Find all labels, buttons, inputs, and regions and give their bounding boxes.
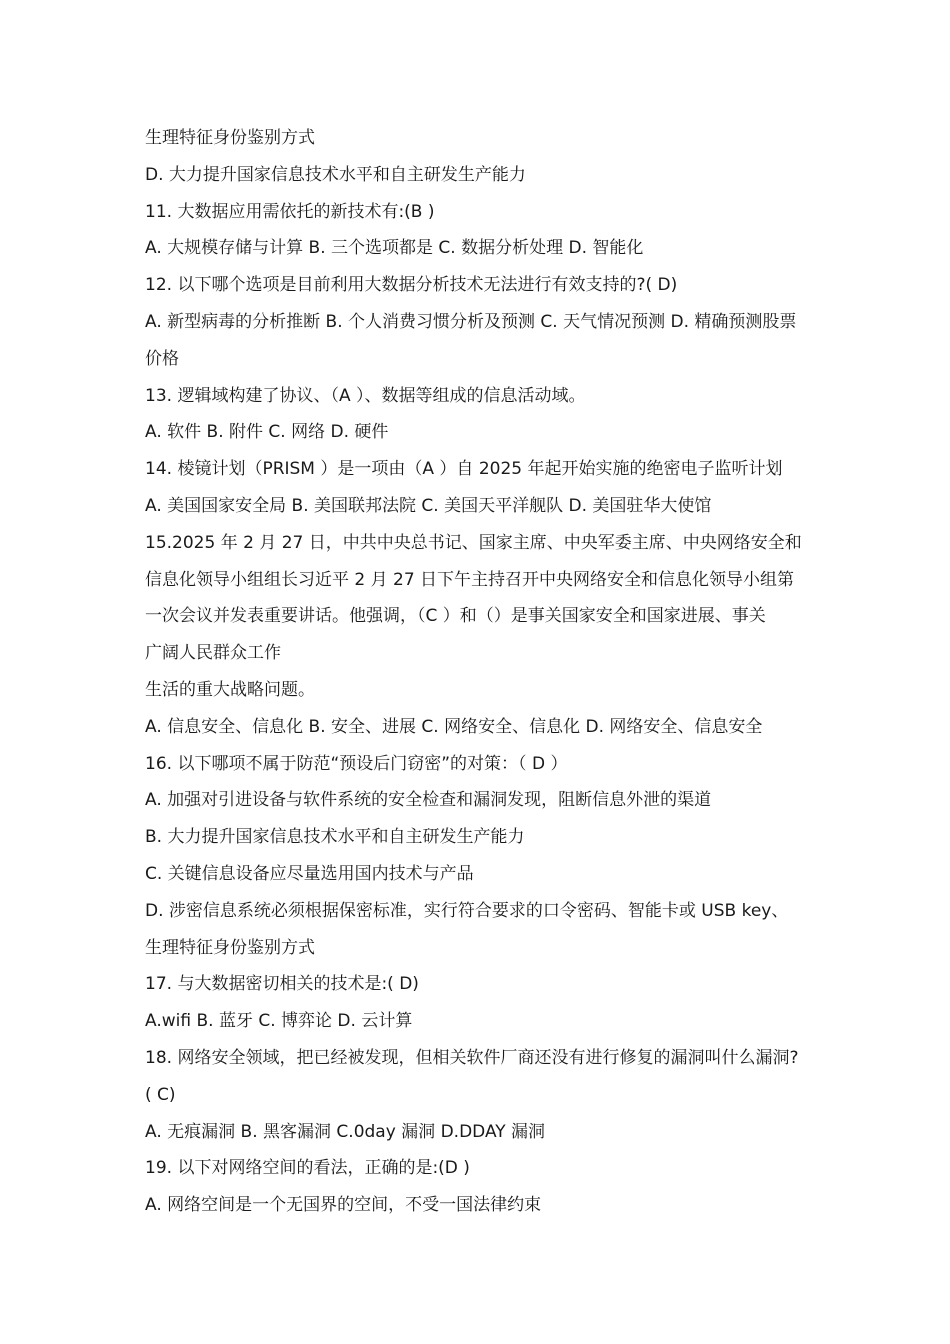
options-line: 生理特征身份鉴别方式: [145, 937, 315, 958]
text-line: D. 大力提升国家信息技术水平和自主研发生产能力: [145, 164, 526, 185]
question-line: ( C): [145, 1084, 176, 1105]
question-line: 信息化领导小组组长习近平 2 月 27 日下午主持召开中央网络安全和信息化领导小组第: [145, 569, 795, 590]
question-line: 16. 以下哪项不属于防范“预设后门窃密”的对策：（ D ）: [145, 753, 568, 774]
options-line: D. 涉密信息系统必须根据保密标准，实行符合要求的口令密码、智能卡或 USB key、: [145, 900, 789, 921]
question-line: 13. 逻辑域构建了协议、（A ）、数据等组成的信息活动域。: [145, 385, 586, 406]
options-line: A. 美国国家安全局 B. 美国联邦法院 C. 美国天平洋舰队 D. 美国驻华大使馆: [145, 495, 712, 516]
document-body: [145, 120, 825, 1224]
options-line: A. 信息安全、信息化 B. 安全、进展 C. 网络安全、信息化 D. 网络安全、信息安全: [145, 716, 763, 737]
options-line: A. 无痕漏洞 B. 黑客漏洞 C.0day 漏洞 D.DDAY 漏洞: [145, 1121, 546, 1142]
options-line: A. 新型病毒的分析推断 B. 个人消费习惯分析及预测 C. 天气情况预测 D. 精确预测股票: [145, 311, 797, 332]
question-line: 11. 大数据应用需依托的新技术有:(B ): [145, 201, 435, 222]
question-line: 生活的重大战略问题。: [145, 679, 315, 700]
question-line: 广阔人民群众工作: [145, 643, 281, 664]
options-line: A. 网络空间是一个无国界的空间，不受一国法律约束: [145, 1195, 542, 1216]
options-line: A. 加强对引进设备与软件系统的安全检查和漏洞发现，阻断信息外泄的渠道: [145, 790, 712, 811]
options-line: A.wifi B. 蓝牙 C. 博弈论 D. 云计算: [145, 1011, 413, 1032]
question-line: 15.2025 年 2 月 27 日，中共中央总书记、国家主席、中央军委主席、中央网络安全和: [145, 532, 802, 553]
question-line: 18. 网络安全领域，把已经被发现，但相关软件厂商还没有进行修复的漏洞叫什么漏洞?: [145, 1047, 799, 1068]
options-line: C. 关键信息设备应尽量选用国内技术与产品: [145, 863, 474, 884]
options-line: A. 大规模存储与计算 B. 三个选项都是 C. 数据分析处理 D. 智能化: [145, 238, 644, 259]
options-line: B. 大力提升国家信息技术水平和自主研发生产能力: [145, 827, 525, 848]
question-line: 一次会议并发表重要讲话。他强调，（C ）和（）是事关国家安全和国家进展、事关: [145, 606, 766, 627]
text-line: 生理特征身份鉴别方式: [145, 128, 315, 148]
question-line: 19. 以下对网络空间的看法，正确的是:(D ): [145, 1158, 470, 1179]
options-line: A. 软件 B. 附件 C. 网络 D. 硬件: [145, 422, 389, 443]
question-line: 14. 棱镜计划（PRISM ）是一项由（A ）自 2025 年起开始实施的绝密电子监听计划: [145, 459, 783, 480]
options-line: 价格: [145, 348, 179, 369]
question-line: 17. 与大数据密切相关的技术是:( D): [145, 974, 419, 995]
question-line: 12. 以下哪个选项是目前利用大数据分析技术无法进行有效支持的?( D): [145, 275, 678, 296]
